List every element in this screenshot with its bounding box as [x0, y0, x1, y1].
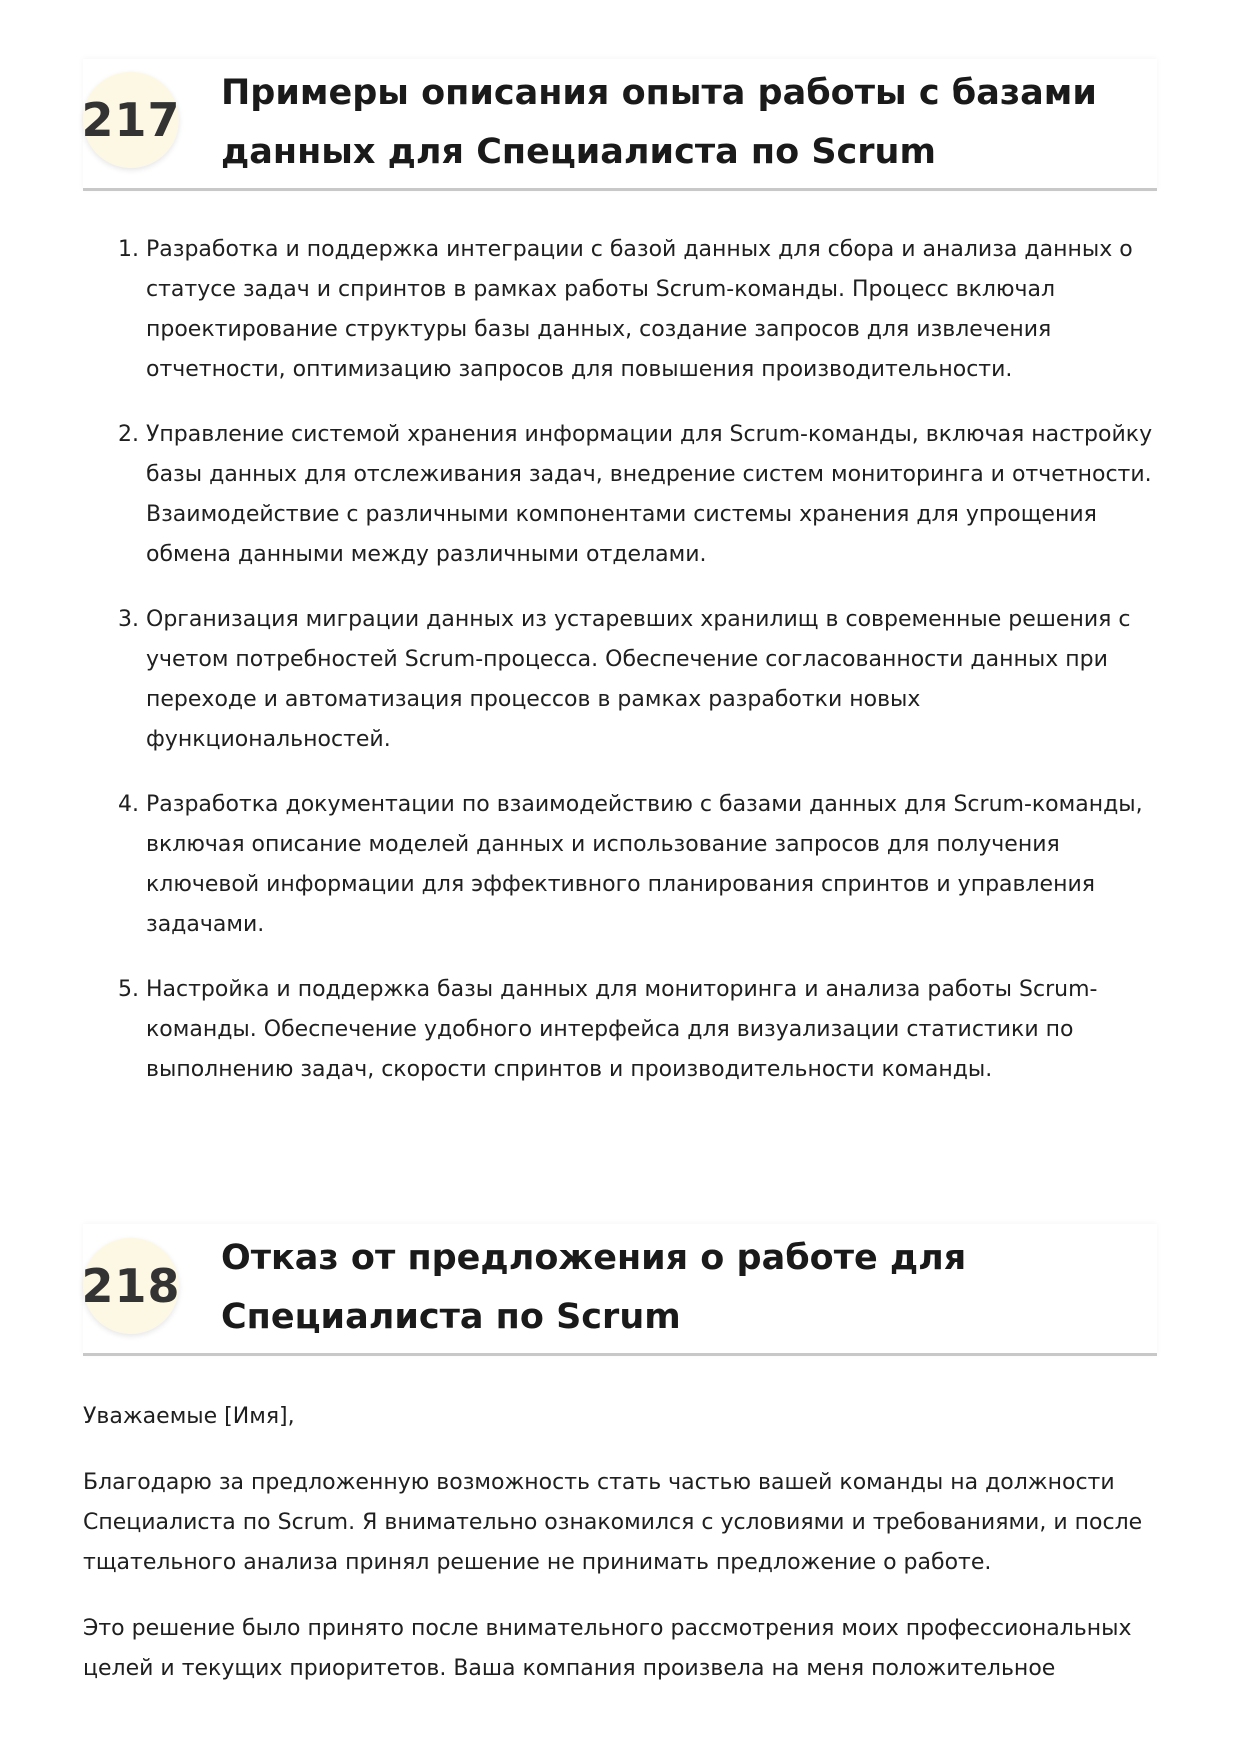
list-item: [83, 785, 1163, 945]
list-item: [83, 415, 1163, 575]
list-item-text: Разработка документации по взаимодействию с базами данных для Scrum-команды, включая описание моделей данных и использование запросов для получения ключевой информации для эффективного планирования спринтов и управления задачами.: [146, 792, 1143, 937]
list-item: [83, 230, 1163, 390]
letter-paragraph: Это решение было принято после внимательного рассмотрения моих профессиональных целей и текущих приоритетов. Ваша компания произвела на меня положительное: [83, 1616, 1132, 1681]
section-number-badge: 218: [83, 1238, 179, 1334]
list-item-number: 2.: [118, 422, 139, 447]
section-header-218: [83, 1224, 1157, 1356]
list-item-text: Организация миграции данных из устаревших хранилищ в современные решения с учетом потребностей Scrum-процесса. Обеспечение согласованности данных при переходе и автоматизация процессов в рамках разработки новых функциональностей.: [146, 607, 1131, 752]
experience-examples-list: [83, 230, 1163, 1115]
section-title: Примеры описания опыта работы с базами данных для Специалиста по Scrum: [221, 73, 1097, 172]
list-item-text: Разработка и поддержка интеграции с базой данных для сбора и анализа данных о статусе задач и спринтов в рамках работы Scrum-команды. Процесс включал проектирование структуры базы данных, создание запросов для извлечения отчетности, оптимизацию запросов для повышения производительности.: [146, 237, 1133, 382]
list-item: [83, 600, 1163, 760]
list-item-number: 1.: [118, 237, 139, 262]
list-item-number: 5.: [118, 977, 139, 1002]
letter-greeting: Уважаемые [Имя],: [83, 1404, 295, 1429]
letter-paragraph: Благодарю за предложенную возможность стать частью вашей команды на должности Специалиста по Scrum. Я внимательно ознакомился с условиями и требованиями, и после тщательного анализа принял решение не принимать предложение о работе.: [83, 1470, 1143, 1575]
list-item: [83, 970, 1163, 1090]
list-item-number: 4.: [118, 792, 139, 817]
list-item-text: Настройка и поддержка базы данных для мониторинга и анализа работы Scrum-команды. Обеспечение удобного интерфейса для визуализации статистики по выполнению задач, скорости спринтов и производительности команды.: [146, 977, 1098, 1082]
section-title: Отказ от предложения о работе для Специалиста по Scrum: [221, 1238, 967, 1337]
list-item-text: Управление системой хранения информации для Scrum-команды, включая настройку базы данных для отслеживания задач, внедрение систем мониторинга и отчетности. Взаимодействие с различными компонентами системы хранения для упрощения обмена данными между различными отделами.: [146, 422, 1153, 567]
section-number-badge: 217: [83, 72, 179, 168]
section-header-217: [83, 59, 1157, 191]
list-item-number: 3.: [118, 607, 139, 632]
